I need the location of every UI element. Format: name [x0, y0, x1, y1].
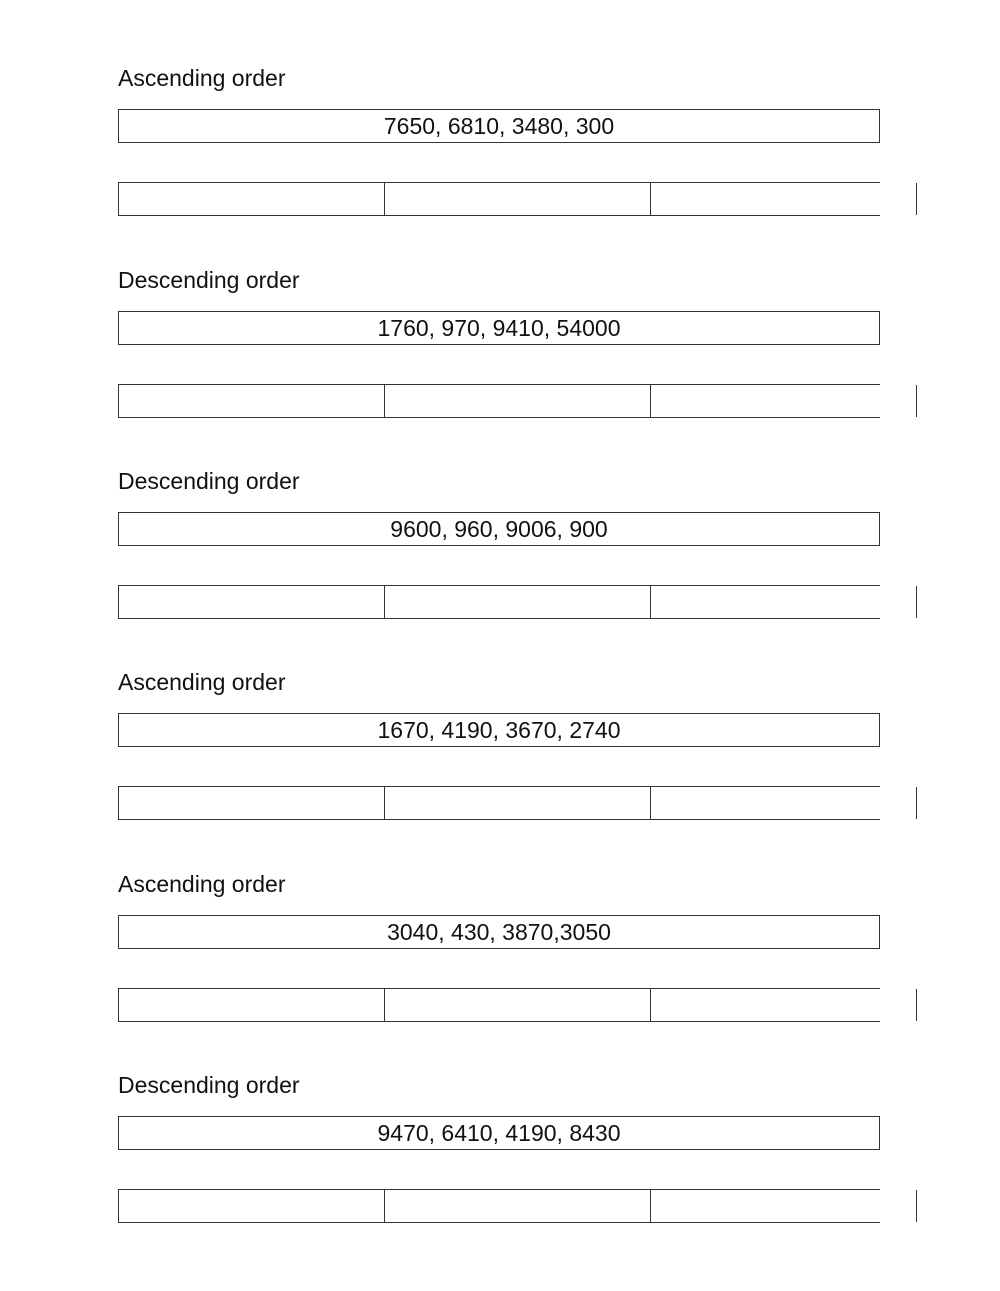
answer-cell-4[interactable]: [917, 385, 1000, 417]
answer-row: [118, 1189, 880, 1223]
order-label: Ascending order: [118, 669, 286, 695]
numbers-box: 1760, 970, 9410, 54000: [118, 311, 880, 345]
order-label: Ascending order: [118, 65, 286, 91]
order-label: Ascending order: [118, 871, 286, 897]
answer-cell-2[interactable]: [385, 989, 651, 1021]
numbers-box: 3040, 430, 3870,3050: [118, 915, 880, 949]
answer-row: [118, 585, 880, 619]
order-label: Descending order: [118, 1072, 300, 1098]
answer-cell-4[interactable]: [917, 183, 1000, 215]
answer-row: [118, 182, 880, 216]
answer-cell-2[interactable]: [385, 1190, 651, 1222]
answer-cell-4[interactable]: [917, 989, 1000, 1021]
numbers-box: 7650, 6810, 3480, 300: [118, 109, 880, 143]
answer-cell-3[interactable]: [651, 1190, 917, 1222]
numbers-box: 1670, 4190, 3670, 2740: [118, 713, 880, 747]
order-label: Descending order: [118, 267, 300, 293]
answer-cell-4[interactable]: [917, 1190, 1000, 1222]
answer-cell-3[interactable]: [651, 989, 917, 1021]
answer-cell-2[interactable]: [385, 183, 651, 215]
answer-cell-1[interactable]: [119, 183, 385, 215]
answer-cell-2[interactable]: [385, 586, 651, 618]
answer-cell-3[interactable]: [651, 787, 917, 819]
answer-row: [118, 988, 880, 1022]
answer-row: [118, 786, 880, 820]
answer-cell-2[interactable]: [385, 385, 651, 417]
answer-cell-3[interactable]: [651, 385, 917, 417]
order-label: Descending order: [118, 468, 300, 494]
answer-cell-1[interactable]: [119, 989, 385, 1021]
answer-cell-4[interactable]: [917, 586, 1000, 618]
answer-cell-1[interactable]: [119, 385, 385, 417]
numbers-box: 9470, 6410, 4190, 8430: [118, 1116, 880, 1150]
answer-cell-1[interactable]: [119, 787, 385, 819]
answer-cell-2[interactable]: [385, 787, 651, 819]
answer-cell-1[interactable]: [119, 586, 385, 618]
answer-cell-3[interactable]: [651, 586, 917, 618]
answer-cell-4[interactable]: [917, 787, 1000, 819]
numbers-box: 9600, 960, 9006, 900: [118, 512, 880, 546]
answer-cell-3[interactable]: [651, 183, 917, 215]
answer-cell-1[interactable]: [119, 1190, 385, 1222]
answer-row: [118, 384, 880, 418]
